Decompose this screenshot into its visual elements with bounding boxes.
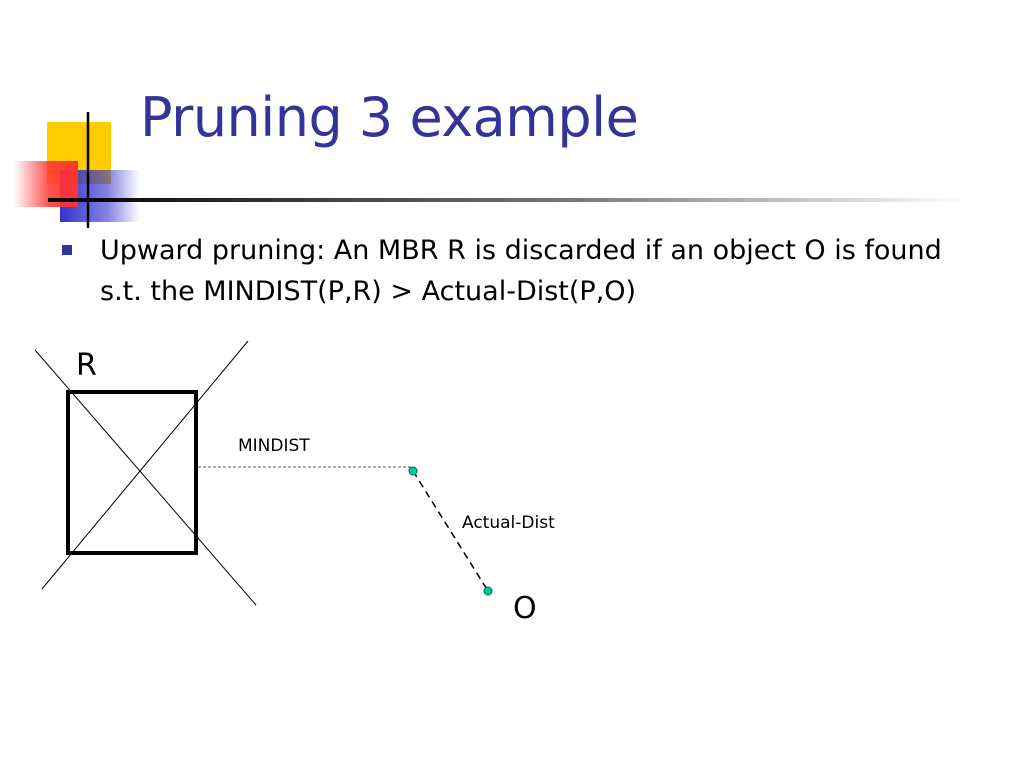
bullet-square-icon	[62, 245, 72, 255]
query-point	[409, 467, 417, 475]
object-label: O	[513, 591, 537, 626]
bullet-item	[62, 230, 967, 312]
mbr-rectangle	[68, 392, 196, 553]
bullet-text: Upward pruning: An MBR R is discarded if an object O is found s.t. the MINDIST(P,R) > Actual-Dist(P,O)	[100, 235, 942, 307]
actual-dist-label: Actual-Dist	[462, 513, 555, 533]
mbr-label: R	[76, 348, 97, 383]
title-rule	[48, 198, 968, 202]
object-point	[484, 587, 492, 595]
pruning-diagram	[0, 330, 1024, 650]
bullet-list	[62, 230, 967, 312]
slide-title: Pruning 3 example	[140, 86, 639, 149]
mindist-label: MINDIST	[238, 436, 310, 456]
